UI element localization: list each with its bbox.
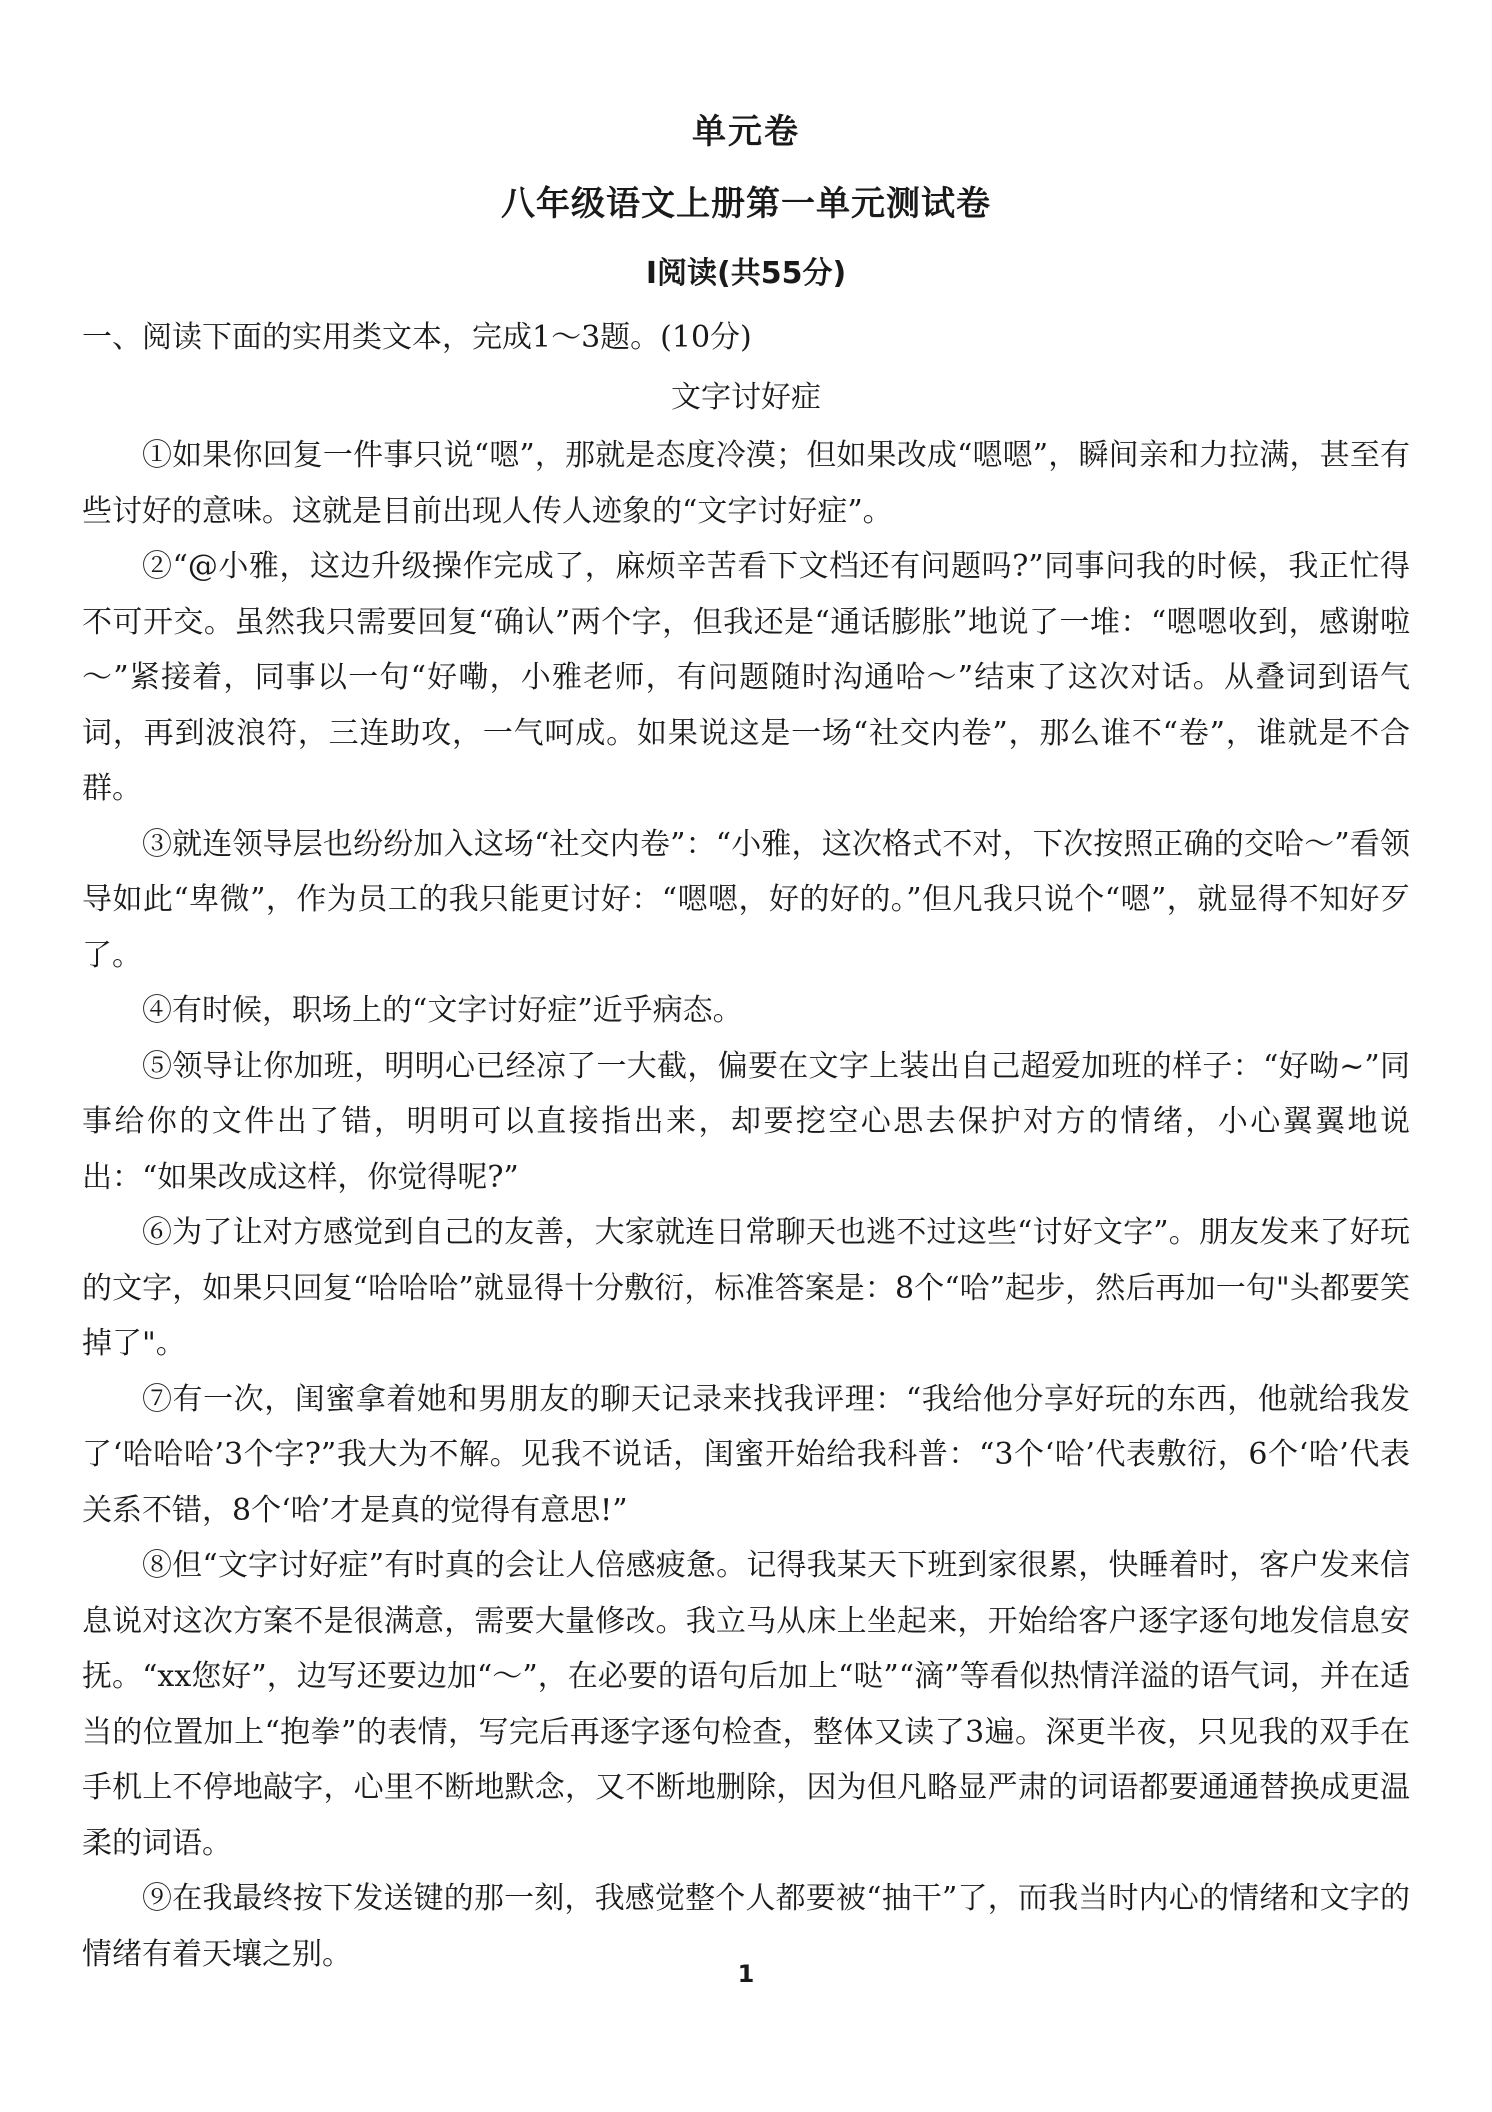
article-title: 文字讨好症 (671, 380, 821, 415)
article-paragraph-1: ①如果你回复一件事只说“嗯”，那就是态度冷漠；但如果改成“嗯嗯”，瞬间亲和力拉满，甚至有些讨好的意味。这就是目前出现人传人迹象的“文字讨好症”。 (82, 438, 1410, 529)
article-paragraph-2: ②“@小雅，这边升级操作完成了，麻烦辛苦看下文档还有问题吗?”同事问我的时候，我正忙得不可开交。虽然我只需要回复“确认”两个字，但我还是“通话膨胀”地说了一堆：“嗯嗯收到，感谢啦～”紧接着，同事以一句“好嘞，小雅老师，有问题随时沟通哈～”结束了这次对话。从叠词到语气词，再到波浪符，三连助攻，一气呵成。如果说这是一场“社交内卷”，那么谁不“卷”，谁就是不合群。 (82, 549, 1410, 806)
article-body (82, 428, 1410, 1982)
exam-title: 八年级语文上册第一单元测试卷 (501, 184, 991, 224)
page-number: 1 (737, 1960, 755, 1988)
article-paragraph-4: ④有时候，职场上的“文字讨好症”近乎病态。 (142, 993, 743, 1028)
question-heading: 一、阅读下面的实用类文本，完成1～3题。(10分) (82, 320, 752, 355)
unit-label: 单元卷 (692, 112, 800, 152)
article-paragraph-7: ⑦有一次，闺蜜拿着她和男朋友的聊天记录来找我评理：“我给他分享好玩的东西，他就给我发了‘哈哈哈’3个字?”我大为不解。见我不说话，闺蜜开始给我科普：“3个‘哈’代表敷衍，6个‘哈’代表关系不错，8个‘哈’才是真的觉得有意思!” (82, 1381, 1410, 1528)
article-paragraph-8: ⑧但“文字讨好症”有时真的会让人倍感疲惫。记得我某天下班到家很累，快睡着时，客户发来信息说对这次方案不是很满意，需要大量修改。我立马从床上坐起来，开始给客户逐字逐句地发信息安抚。“xx您好”，边写还要边加“～”，在必要的语句后加上“哒”“滴”等看似热情洋溢的语气词，并在适当的位置加上“抱拳”的表情，写完后再逐字逐句检查，整体又读了3遍。深更半夜，只见我的双手在手机上不停地敲字，心里不断地默念，又不断地删除，因为但凡略显严肃的词语都要通通替换成更温柔的词语。 (82, 1548, 1410, 1861)
part-title: Ⅰ阅读(共55分) (645, 256, 847, 291)
article-paragraph-5: ⑤领导让你加班，明明心已经凉了一大截，偏要在文字上装出自己超爱加班的样子：“好呦~”同事给你的文件出了错，明明可以直接指出来，却要挖空心思去保护对方的情绪，小心翼翼地说出：“如果改成这样，你觉得呢?” (82, 1048, 1410, 1195)
article-paragraph-3: ③就连领导层也纷纷加入这场“社交内卷”：“小雅，这次格式不对，下次按照正确的交哈～”看领导如此“卑微”，作为员工的我只能更讨好：“嗯嗯，好的好的。”但凡我只说个“嗯”，就显得不知好歹了。 (82, 826, 1410, 973)
article-paragraph-6: ⑥为了让对方感觉到自己的友善，大家就连日常聊天也逃不过这些“讨好文字”。朋友发来了好玩的文字，如果只回复“哈哈哈”就显得十分敷衍，标准答案是：8个“哈”起步，然后再加一句"头都要笑掉了"。 (82, 1215, 1410, 1361)
article-paragraph-9: ⑨在我最终按下发送键的那一刻，我感觉整个人都要被“抽干”了，而我当时内心的情绪和文字的情绪有着天壤之别。 (82, 1881, 1410, 1972)
